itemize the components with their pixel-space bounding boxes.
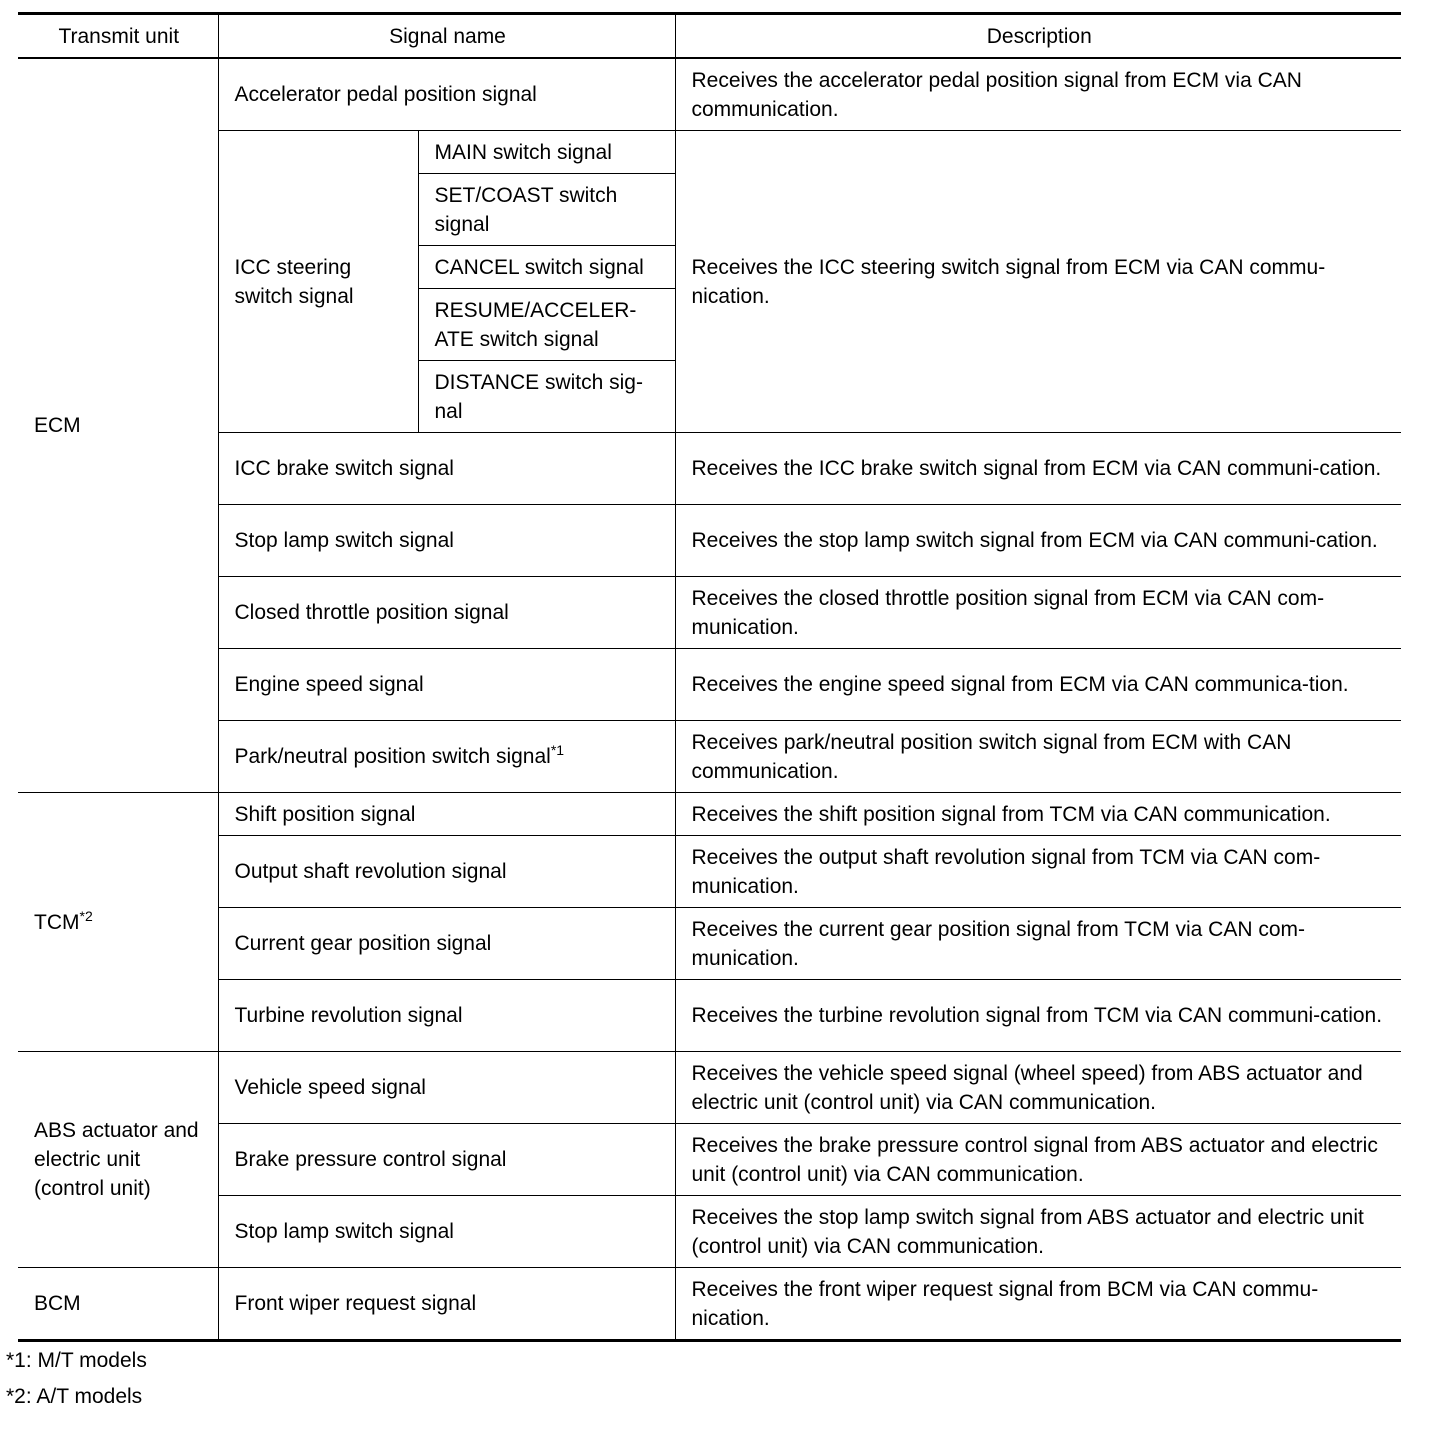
table-row: [18, 721, 1401, 793]
signal-name: ICC brake switch signal: [218, 433, 675, 505]
signal-name: Shift position signal: [218, 793, 675, 836]
header-description: Description: [675, 14, 1401, 59]
signal-description: Receives the front wiper request signal from BCM via CAN commu-nication.: [675, 1268, 1401, 1341]
signal-description: Receives the closed throttle position signal from ECM via CAN com-munication.: [675, 577, 1401, 649]
table-row: [18, 908, 1401, 980]
signal-name: Closed throttle position signal: [218, 577, 675, 649]
signal-name: Engine speed signal: [218, 649, 675, 721]
signal-description: Receives the stop lamp switch signal from ABS actuator and electric unit (control unit) via CAN communication.: [675, 1196, 1401, 1268]
sub-signal-name: RESUME/ACCELER-ATE switch signal: [418, 289, 675, 361]
footnote-marker: *2: [79, 907, 93, 924]
header-transmit-unit: Transmit unit: [18, 14, 218, 59]
table-row: [18, 1268, 1401, 1341]
unit-name: TCM: [34, 910, 80, 934]
table-row: [18, 505, 1401, 577]
signal-name: Brake pressure control signal: [218, 1124, 675, 1196]
signal-description: Receives the output shaft revolution signal from TCM via CAN com-munication.: [675, 836, 1401, 908]
signal-description: Receives the brake pressure control signal from ABS actuator and electric unit (control unit) via CAN communication.: [675, 1124, 1401, 1196]
footnote-marker: *1: [550, 742, 565, 758]
can-signal-table: [18, 12, 1401, 1342]
table-row: [18, 1196, 1401, 1268]
signal-description: Receives the stop lamp switch signal from ECM via CAN communi-cation.: [675, 505, 1401, 577]
unit-ecm: ECM: [18, 58, 218, 793]
signal-name: Park/neutral position switch signal: [234, 745, 551, 768]
footnote: *1: M/T models: [6, 1349, 147, 1372]
signal-description: Receives the accelerator pedal position signal from ECM via CAN communication.: [675, 58, 1401, 131]
table-row: [18, 433, 1401, 505]
signal-name: Stop lamp switch signal: [218, 505, 675, 577]
signal-name-park-neutral: [218, 721, 675, 793]
signal-description: Receives the shift position signal from TCM via CAN communication.: [675, 793, 1401, 836]
signal-description: Receives the vehicle speed signal (wheel speed) from ABS actuator and electric unit (control unit) via CAN communication.: [675, 1052, 1401, 1124]
header-row: [18, 14, 1401, 59]
table-row: [18, 793, 1401, 836]
signal-description: Receives park/neutral position switch signal from ECM with CAN communication.: [675, 721, 1401, 793]
header-signal-name: Signal name: [218, 14, 675, 59]
sub-signal-name: DISTANCE switch sig-nal: [418, 361, 675, 433]
signal-name: Turbine revolution signal: [218, 980, 675, 1052]
table-row: [18, 980, 1401, 1052]
signal-name: Vehicle speed signal: [218, 1052, 675, 1124]
signal-name: Front wiper request signal: [218, 1268, 675, 1341]
signal-description: Receives the ICC brake switch signal from ECM via CAN communi-cation.: [675, 433, 1401, 505]
footnote: *2: A/T models: [6, 1385, 143, 1408]
signal-name: Current gear position signal: [218, 908, 675, 980]
unit-tcm: [18, 793, 218, 1052]
signal-name: Output shaft revolution signal: [218, 836, 675, 908]
signal-description: Receives the engine speed signal from ECM via CAN communica-tion.: [675, 649, 1401, 721]
signal-name: Stop lamp switch signal: [218, 1196, 675, 1268]
signal-description: Receives the current gear position signal from TCM via CAN com-munication.: [675, 908, 1401, 980]
sub-signal-name: CANCEL switch signal: [418, 246, 675, 289]
signal-name: Accelerator pedal position signal: [218, 58, 675, 131]
table-row: [18, 836, 1401, 908]
table-row: [18, 1052, 1401, 1124]
sub-signal-name: SET/COAST switch signal: [418, 174, 675, 246]
table-row: [18, 131, 1401, 174]
sub-signal-name: MAIN switch signal: [418, 131, 675, 174]
signal-table-container: [18, 12, 1401, 1342]
table-row: [18, 577, 1401, 649]
footnotes: [6, 1343, 147, 1415]
table-row: [18, 1124, 1401, 1196]
signal-group-icc-steering: ICC steering switch signal: [218, 131, 418, 433]
table-row: [18, 58, 1401, 131]
table-row: [18, 649, 1401, 721]
unit-bcm: BCM: [18, 1268, 218, 1341]
signal-description: Receives the turbine revolution signal from TCM via CAN communi-cation.: [675, 980, 1401, 1052]
signal-description: Receives the ICC steering switch signal from ECM via CAN commu-nication.: [675, 131, 1401, 433]
unit-abs: ABS actuator and electric unit (control unit): [18, 1052, 218, 1268]
